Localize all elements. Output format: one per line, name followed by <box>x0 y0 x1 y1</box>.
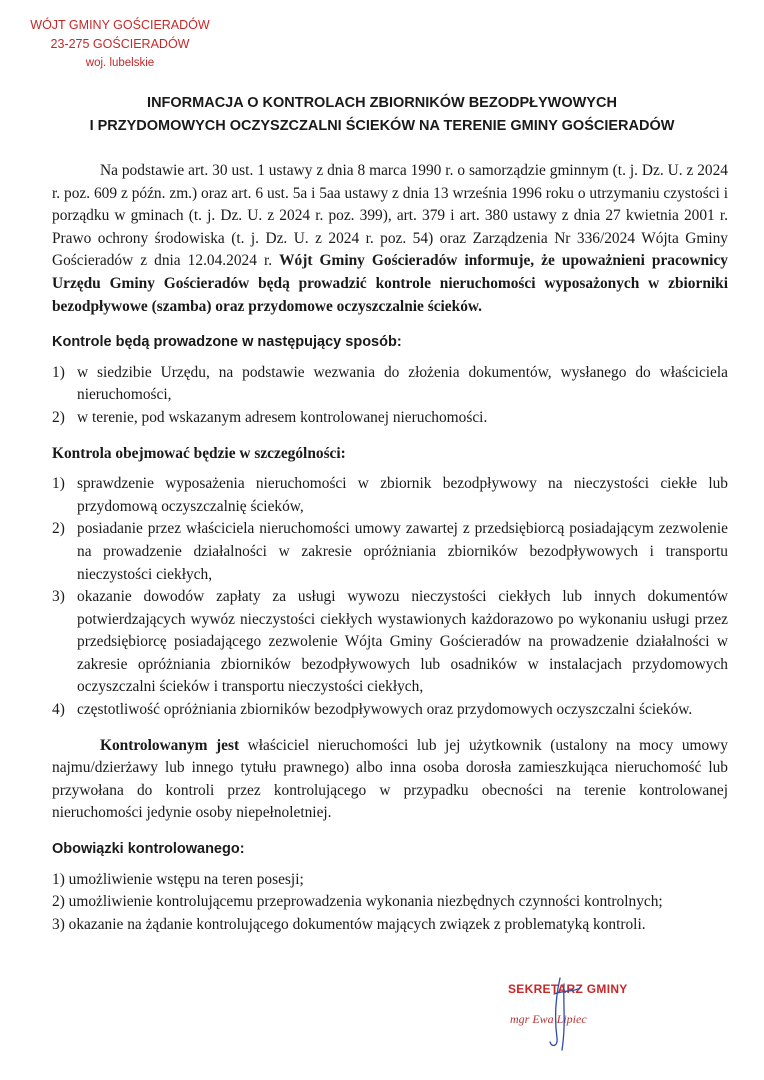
signature-name: mgr Ewa Lipiec <box>510 1012 587 1026</box>
item-number: 1) <box>52 363 65 381</box>
item-text: sprawdzenie wyposażenia nieruchomości w zbiornik bezodpływowy na nieczystości ciekłe lub przydomową oczyszczalnię ścieków, <box>77 475 728 515</box>
item-number: 4) <box>52 701 65 719</box>
list-item <box>52 699 728 722</box>
controlled-party-text: właściciel nieruchomości lub jej użytkownik (ustalony na mocy umowy najmu/dzierżawy lub innego tytułu prawnego) albo inna osoba dorosła zamieszkująca nieruchomość lub przywołana do kontroli przez kontrolującego w przypadku obecności na terenie kontrolowanej nieruchomości jedynie osoby niepełnoletniej. <box>52 736 728 822</box>
list-item: 2) umożliwienie kontrolującemu przeprowadzenia wykonania niezbędnych czynności kontrolnych; <box>52 893 663 911</box>
stamp-line-3: woj. lubelskie <box>85 57 155 69</box>
section-2-heading: Kontrola obejmować będzie w szczególności: <box>52 444 346 462</box>
intro-bold-text: Wójt Gminy Gościeradów informuje, że upoważnieni pracownicy Urzędu Gminy Gościeradów będą prowadzić kontrole nieruchomości wyposażonych w zbiorniki bezodpływowe (szamba) oraz przydomowe oczyszczalnie ścieków. <box>52 252 728 315</box>
item-text: posiadanie przez właściciela nieruchomości umowy zawartej z przedsiębiorcą posiadającym zezwolenie na prowadzenie działalności w zakresie opróżniania zbiorników bezodpływowych i transportu nieczystości ciekłych, <box>77 520 728 583</box>
item-number: 1) <box>52 475 65 493</box>
document-title <box>0 92 764 138</box>
official-stamp <box>30 16 210 73</box>
list-item <box>52 473 728 518</box>
title-line-2: I PRZYDOMOWYCH OCZYSZCZALNI ŚCIEKÓW NA TERENIE GMINY GOŚCIERADÓW <box>89 118 675 134</box>
section-3-list <box>52 869 728 937</box>
list-item <box>52 586 728 699</box>
stamp-line-1: WÓJT GMINY GOŚCIERADÓW <box>30 18 210 32</box>
item-text: w siedzibie Urzędu, na podstawie wezwania do złożenia dokumentów, wysłanego do właściciela nieruchomości, <box>77 363 728 404</box>
section-1-list <box>52 362 728 430</box>
title-line-1: INFORMACJA O KONTROLACH ZBIORNIKÓW BEZODPŁYWOWYCH <box>147 95 617 111</box>
item-number: 3) <box>52 588 65 606</box>
list-item: 1) umożliwienie wstępu na teren posesji; <box>52 870 304 888</box>
stamp-line-2: 23-275 GOŚCIERADÓW <box>50 37 190 51</box>
intro-text: Na podstawie art. 30 ust. 1 ustawy z dnia 8 marca 1990 r. o samorządzie gminnym (t. j. Dz. U. z 2024 r. poz. 609 z późn. zm.) oraz art. 6 ust. 5a i 5aa ustawy z dnia 13 września 1996 roku o utrzymaniu czystości i porządku w gminach (t. j. Dz. U. z 2024 r. poz. 399), art. 379 i art. 380 ustawy z dnia 27 kwietnia 2001 r. Prawo ochrony środowiska (t. j. Dz. U. z 2024 r. poz. 54) oraz Zarządzenia Nr 336/2024 Wójta Gminy Gościeradów z dnia 12.04.2024 r. <box>52 162 728 270</box>
list-item: 3) okazanie na żądanie kontrolującego dokumentów mających związek z problematyką kontroli. <box>52 915 646 933</box>
item-text: częstotliwość opróżniania zbiorników bezodpływowych oraz przydomowych oczyszczalni ścieków. <box>77 701 693 719</box>
item-number: 2) <box>52 408 65 426</box>
section-3-heading: Obowiązki kontrolowanego: <box>52 841 245 858</box>
section-1-heading: Kontrole będą prowadzone w następujący sposób: <box>52 334 402 351</box>
item-number: 2) <box>52 520 65 538</box>
item-text: okazanie dowodów zapłaty za usługi wywozu nieczystości ciekłych lub innych dokumentów potwierdzających wywóz nieczystości ciekłych wystawionych każdorazowo po wykonaniu usługi przez przedsiębiorcę posiadającego zezwolenie Wójta Gminy Gościeradów na prowadzenie działalności w zakresie opróżniania zbiorników bezodpływowych lub osadników w instalacjach przydomowych oczyszczalni ścieków i transportu nieczystości ciekłych, <box>77 588 728 696</box>
document-body <box>52 160 728 936</box>
intro-paragraph <box>52 160 728 318</box>
item-text: w terenie, pod wskazanym adresem kontrolowanej nieruchomości. <box>77 408 488 426</box>
controlled-party-bold: Kontrolowanym jest <box>100 736 240 754</box>
handwritten-signature <box>530 976 600 1056</box>
list-item <box>52 362 728 407</box>
list-item <box>52 518 728 586</box>
list-item <box>52 407 728 430</box>
signature-title: SEKRETARZ GMINY <box>508 982 628 996</box>
controlled-party-paragraph <box>52 735 728 825</box>
section-2-list <box>52 473 728 722</box>
